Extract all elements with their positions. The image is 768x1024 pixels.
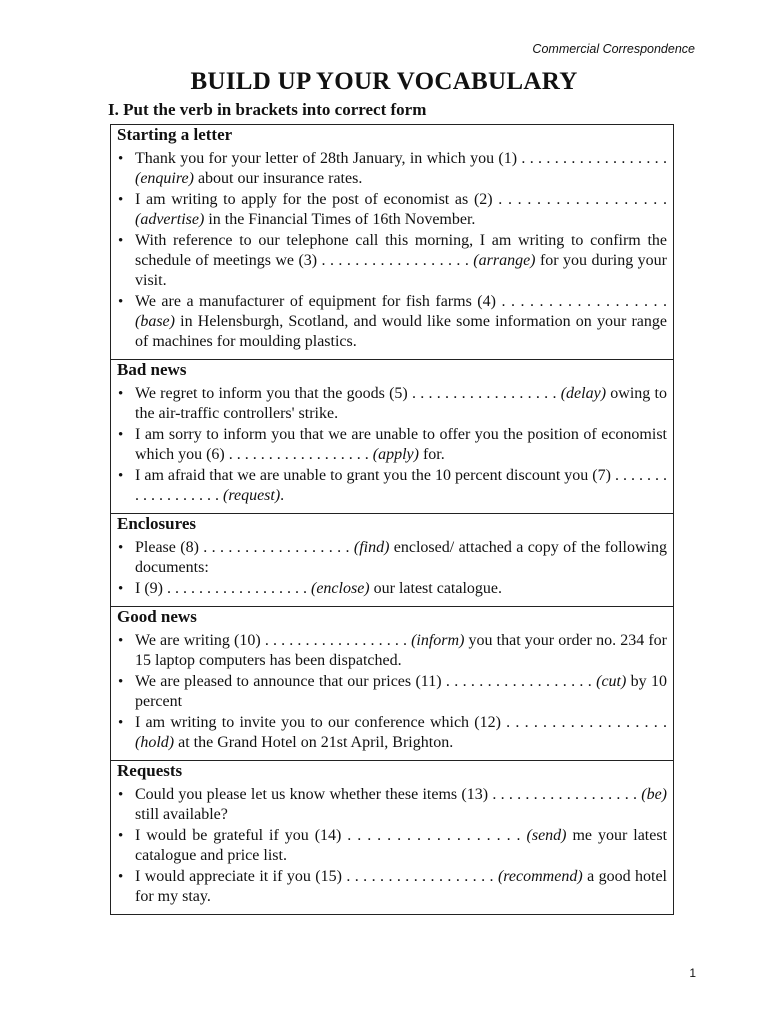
verb-hint: (advertise) [135,211,205,228]
exercise-item: • I (9) . . . . . . . . . . . . . . . . . . (enclose) our latest catalogue. [117,579,667,599]
exercise-item: • Please (8) . . . . . . . . . . . . . . . . . . (find) enclosed/ attached a copy of the following documents: [117,538,667,578]
item-list [117,149,667,352]
exercise-item: • We are a manufacturer of equipment for fish farms (4) . . . . . . . . . . . . . . . . . . (base) in Helensburgh, Scotland, and would like some information on your range of machines for moulding plastics. [117,292,667,352]
verb-hint: (find) [353,539,390,556]
exercise-item: • We are pleased to announce that our prices (11) . . . . . . . . . . . . . . . . . . (cut) by 10 percent [117,672,667,712]
item-list [117,785,667,907]
verb-hint: (send) [526,827,567,844]
verb-hint: (apply) [372,446,419,463]
item-list [117,538,667,599]
verb-hint: (request) [223,487,281,504]
item-list [117,384,667,506]
exercise-item: • We are writing (10) . . . . . . . . . . . . . . . . . . (inform) you that your order no. 234 for 15 laptop computers has been dispatched. [117,631,667,671]
exercise-item: • Could you please let us know whether these items (13) . . . . . . . . . . . . . . . . . . (be) still available? [117,785,667,825]
verb-hint: (delay) [560,385,607,402]
verb-hint: (recommend) [497,868,583,885]
exercise-item: • Thank you for your letter of 28th January, in which you (1) . . . . . . . . . . . . . . . . . . (enquire) about our insurance rates. [117,149,667,189]
section-title: Requests [117,761,183,780]
page-number: 1 [689,966,696,980]
exercise-item: • I am writing to invite you to our conference which (12) . . . . . . . . . . . . . . . . . . (hold) at the Grand Hotel on 21st April, Brighton. [117,713,667,753]
exercise-item: • I am writing to apply for the post of economist as (2) . . . . . . . . . . . . . . . . . . (advertise) in the Financial Times of 16th November. [117,190,667,230]
section-title: Bad news [117,360,187,379]
page-title: BUILD UP YOUR VOCABULARY [190,68,578,95]
exercise-item: • I would be grateful if you (14) . . . . . . . . . . . . . . . . . . (send) me your latest catalogue and price list. [117,826,667,866]
exercise-instruction: I. Put the verb in brackets into correct form [108,100,427,119]
verb-hint: (cut) [596,673,627,690]
section-starting-a-letter [111,125,673,359]
exercise-table [110,124,674,915]
exercise-item: • I would appreciate it if you (15) . . . . . . . . . . . . . . . . . . (recommend) a good hotel for my stay. [117,867,667,907]
section-title: Good news [117,607,197,626]
verb-hint: (base) [135,313,175,330]
verb-hint: (inform) [411,632,465,649]
verb-hint: (hold) [135,734,175,751]
verb-hint: (arrange) [473,252,536,269]
verb-hint: (enclose) [310,580,370,597]
verb-hint: (enquire) [135,170,194,187]
section-title: Enclosures [117,514,197,533]
exercise-item: • I am sorry to inform you that we are unable to offer you the position of economist which you (6) . . . . . . . . . . . . . . . . . . (apply) for. [117,425,667,465]
exercise-item: • We regret to inform you that the goods (5) . . . . . . . . . . . . . . . . . . (delay) owing to the air-traffic controllers' strike. [117,384,667,424]
exercise-item: • I am afraid that we are unable to grant you the 10 percent discount you (7) . . . . . . . . . . . . . . . . . . (request). [117,466,667,506]
section-title: Starting a letter [117,125,233,144]
section-enclosures [111,513,673,606]
section-requests [111,760,673,914]
item-list [117,631,667,753]
verb-hint: (be) [641,786,667,803]
running-header: Commercial Correspondence [532,42,695,56]
exercise-item: • With reference to our telephone call this morning, I am writing to confirm the schedule of meetings we (3) . . . . . . . . . . . . . . . . . . (arrange) for you during your visit. [117,231,667,291]
section-good-news [111,606,673,760]
section-bad-news [111,359,673,513]
